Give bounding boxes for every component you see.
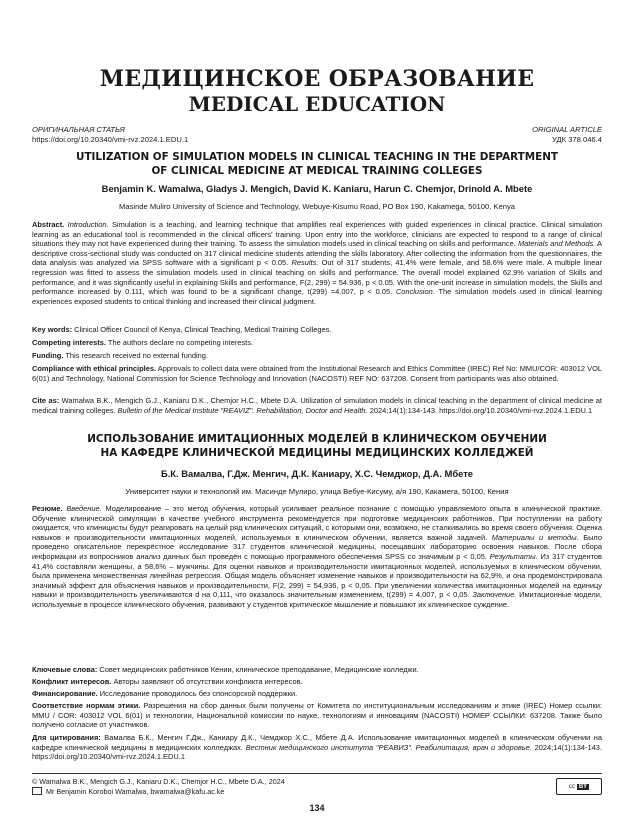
competing-text: Авторы заявляют об отсутствии конфликта интересов. <box>113 677 303 686</box>
cite-journal: Вестник медицинского института "РЕАВИЗ". Реабилитация, врач и здоровье. <box>245 742 532 752</box>
competing-label: Конфликт интересов. <box>32 677 112 686</box>
keywords-label: Key words: <box>32 325 73 334</box>
cc-icon: cc <box>568 783 575 790</box>
doi-link[interactable]: https://doi.org/10.20340/vmi-rvz.2024.1.EDU.1 <box>32 135 189 144</box>
cite-ru <box>32 733 602 762</box>
ethics-en <box>32 364 602 383</box>
competing-ru <box>32 677 602 687</box>
section-label: Заключение. <box>472 590 517 600</box>
journal-section-title-ru: МЕДИЦИНСКОЕ ОБРАЗОВАНИЕ <box>99 66 535 92</box>
funding-label: Funding. <box>32 351 64 360</box>
abstract-text: Было проведено описательное перекрёстное исследование 317 студентов клинической медицины, посещавших лабораторию освоения навыков. После сбора информации из вопросников анализ данных был проведён с помощью программного обеспечения SPSS со значимым p < 0,05. <box>32 532 602 561</box>
keywords-text: Clinical Officer Council of Kenya, Clinical Teaching, Medical Training Colleges. <box>74 325 332 334</box>
abstract-text: Из 317 студентов 41,4% составляли женщины, а 58,6% – мужчины. Для оценки навыков и производительности имитационных моделей, используемых в клиническом обучении, была применена множественная линейная регрессия. Общая модель объясняет изменение навыков и производительности на 62,9%, и она продемонстрировала значимый эффект для объяснения навыков и производительности, F(2, 299) = 54,936, p < 0,05. При увеличении количества имитационных моделей на единицу навыки и производительность увеличиваются d на 0,111, что оказалось значительным изменением, t(299) = 4,007, p < 0,05. <box>32 551 602 600</box>
title-ru-line: ИСПОЛЬЗОВАНИЕ ИМИТАЦИОННЫХ МОДЕЛЕЙ В КЛИНИЧЕСКОМ ОБУЧЕНИИ <box>87 433 547 445</box>
cite-label: Для цитирования: <box>32 733 101 742</box>
contact-line <box>32 787 285 797</box>
abstract-text: The simulation models used in clinical learning experiences exposed students to critical thinking and increased their clinical judgment. <box>32 287 603 306</box>
keywords-text: Совет медицинских работников Кении, клиническое преподавание, Медицинские колледжи. <box>99 665 419 674</box>
section-label: Materials and Methods. <box>517 239 596 249</box>
keywords-label: Ключевые слова: <box>32 665 98 674</box>
page-number: 134 <box>309 803 325 813</box>
article-title-en <box>32 150 602 178</box>
section-label: Introduction. <box>67 220 109 229</box>
affiliation-en: Masinde Muliro University of Science and Technology, Webuye-Kisumu Road, PO Box 190, Kakamega, 50100, Kenya <box>119 202 515 211</box>
abstract-text: Моделирование – это метод обучения, который усиливает реальное познание с помощью управляемого опыта в клинической практике. Обучение клинической симуляции в качестве учебного инструмента рекомендуется при подготовке медицинских работников. При поступлении на работу ожидается, что клиницисты будут реагировать на целый ряд клинических ситуаций, с которыми они, возможно, не сталкивались во время своего обучения. Оценка навыков и производительности имитационных моделей, используемых в клиническом обучении, является важной задачей. <box>32 504 602 542</box>
section-label: Conclusion. <box>395 287 435 297</box>
cite-doi[interactable]: 2024;14(1):134-143. https://doi.org/10.20340/vmi-rvz.2024.1.EDU.1 <box>369 405 593 415</box>
authors-en: Benjamin K. Wamalwa, Gladys J. Mengich, David K. Kaniaru, Harun C. Chemjor, Drinold A. Mbete <box>101 183 533 194</box>
article-type-en: ORIGINAL ARTICLE <box>532 125 602 134</box>
article-title-ru <box>32 432 602 460</box>
udc-code: УДК 378.046.4 <box>552 135 602 144</box>
contact-name: Mr Benjamin Koroboi Wamalwa, <box>46 786 149 796</box>
ethics-text: Разрешения на сбор данных были получены от Комитета по институциональным исследованиям и этике (IREC) Номер ссылки: MMU / COR: 403012 VOL 6(01) и технологии, Национальной комиссии по науке, технологиям и инновациям (NACOSTI) НОМЕР ССЫЛКИ: 637208. Также было получено согласие от участников. <box>32 701 602 730</box>
section-label: Results. <box>291 258 319 268</box>
title-en-line: OF CLINICAL MEDICINE AT MEDICAL TRAINING COLLEGES <box>151 165 483 177</box>
by-icon: BY <box>578 783 588 790</box>
article-type-ru: ОРИГИНАЛЬНАЯ СТАТЬЯ <box>32 125 125 134</box>
abstract-text: Out of 317 students, 41.4% were female, and 58.6% were male. A multiple linear regression was fitted to assess the simulation models used in clinical teaching on skills and performance. The overall model explained 62.9% variation of Skills and performance, and it was significantly useful in explaining Skills and performance, F(2, 299) = 54.936, p < 0.05. With the one-unit increase in simulation models, the Skills and performance increased by 0.111, which was found to be a significant change, t(299) =4.007, p < 0.05. <box>32 258 602 297</box>
article-meta-left <box>32 125 188 145</box>
cite-text: Wamalwa B.K., Mengich G.J., Kaniaru D.K., Chemjor H.C., Mbete D.A. Utilization of simulation models in clinical teaching in the department of clinical medicine at medical training colleges. <box>32 396 602 415</box>
keywords-en <box>32 325 602 335</box>
footer-copyright <box>32 777 285 796</box>
funding-label: Финансирование. <box>32 689 98 698</box>
section-label: Введение. <box>66 504 102 513</box>
title-ru-line: НА КАФЕДРЕ КЛИНИЧЕСКОЙ МЕДИЦИНЫ МЕДИЦИНСКИХ КОЛЛЕДЖЕЙ <box>100 447 534 459</box>
article-meta-right <box>532 125 602 145</box>
section-label: Результаты. <box>489 551 538 561</box>
ethics-text: Approvals to collect data were obtained from the Institutional Research and Ethics Committee (IREC) Ref No: MMU/COR: 403012 VOL 6(01) and Technology, National Commission for Science Technology and Innovation (NACOSTI) REF NO: 637208. Consent from participants was also obtained. <box>32 364 603 383</box>
ethics-label: Compliance with ethical principles. <box>32 364 157 373</box>
abstract-label: Резюме. <box>32 504 63 513</box>
footer-divider <box>32 773 602 774</box>
funding-text: This research received no external funding. <box>65 351 208 360</box>
copyright-text: © Wamalwa B.K., Mengich G.J., Kaniaru D.K., Chemjor H.C., Mbete D.A., 2024 <box>32 777 285 786</box>
funding-text: Исследование проводилось без спонсорской поддержки. <box>99 689 298 698</box>
journal-section-title-en: MEDICAL EDUCATION <box>188 92 446 116</box>
cite-label: Cite as: <box>32 396 60 405</box>
cite-doi[interactable]: 2024;14(1):134-143. https://doi.org/10.20340/vmi-rvz.2024.1.EDU.1 <box>32 742 602 762</box>
competing-en <box>32 338 602 348</box>
cc-by-license-badge[interactable] <box>556 778 602 795</box>
abstract-text: Simulation is a teaching, and learning technique that amplifies real experiences with guided experiences in clinical practice. Clinical simulation learning as an educational tool is recommended in the clinical officers' training. Upon entry into the workforce, clinicians are expected to respond to a range of clinical situations they may not have experienced during their training. To assess the simulation models used in clinical teaching on skills and performance. <box>32 220 602 249</box>
envelope-icon <box>32 787 42 795</box>
contact-email[interactable]: bwamalwa@kafu.ac.ke <box>150 786 225 796</box>
affiliation-ru: Университет науки и технологий им. Масинде Мулиро, улица Вебуе-Кисуму, а/я 190, Какамега, 50100, Кения <box>125 487 509 496</box>
abstract-label: Abstract. <box>32 220 65 229</box>
competing-label: Competing interests. <box>32 338 106 347</box>
funding-ru <box>32 689 602 699</box>
title-en-line: UTILIZATION OF SIMULATION MODELS IN CLINICAL TEACHING IN THE DEPARTMENT <box>76 151 558 163</box>
cite-journal: Bulletin of the Medical Institute "REAVIZ". Rehabilitation, Doctor and Health. <box>117 405 368 415</box>
abstract-en <box>32 220 602 306</box>
abstract-text: Имитационные модели, используемые в процессе клинического обучения, развивают у студентов критическое мышление и повышают их клиническое суждение. <box>32 590 602 609</box>
cite-en <box>32 396 602 415</box>
funding-en <box>32 351 602 361</box>
keywords-ru <box>32 665 602 675</box>
abstract-text: A descriptive cross-sectional study was conducted on 317 clinical medicine students attending the skills laboratory. After collecting the information from the questionnaires, the data analysis was analyzed via SPSS software with a significant p < 0.05. <box>32 239 603 268</box>
section-label: Материалы и методы. <box>491 532 579 542</box>
authors-ru: Б.К. Вамалва, Г.Дж. Менгич, Д.К. Каниару, Х.С. Чемджор, Д.А. Мбете <box>160 468 474 479</box>
ethics-ru <box>32 701 602 730</box>
ethics-label: Соответствие нормам этики. <box>32 701 141 710</box>
cite-text: Вамалва Б.К., Менгич Г.Дж., Каниару Д.К., Чемджор Х.С., Мбете Д.А. Использование имитационных моделей в клиническом обучении на кафедре клинической медицины в медицинских колледжах. <box>32 733 602 752</box>
abstract-ru <box>32 504 602 610</box>
competing-text: The authors declare no competing interests. <box>107 338 254 347</box>
